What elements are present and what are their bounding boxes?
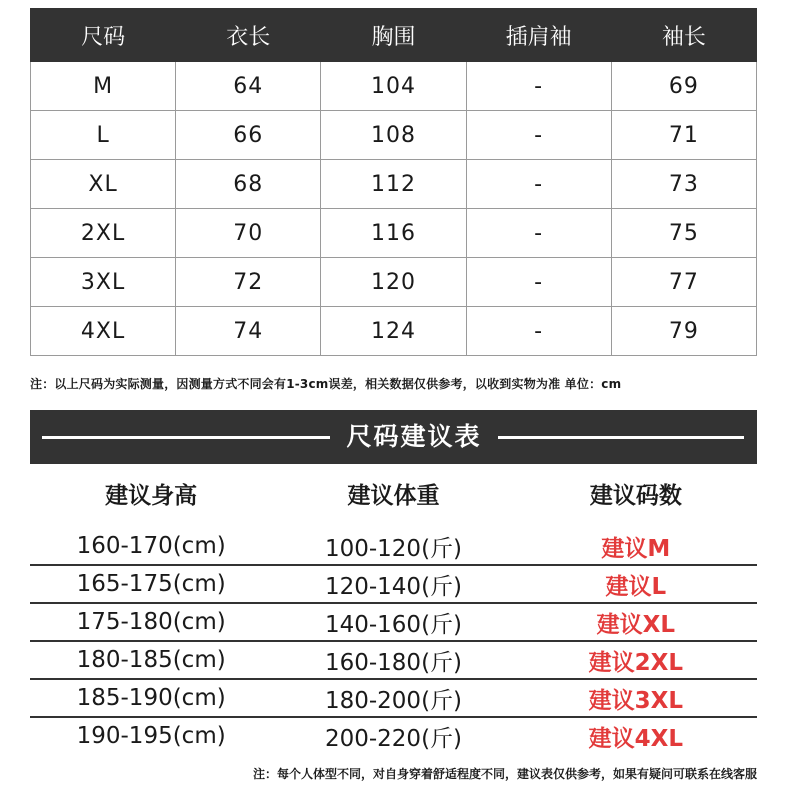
rec-weight: 140-160(斤) bbox=[324, 611, 463, 638]
recommendation-banner bbox=[30, 410, 757, 464]
rec-height: 165-175(cm) bbox=[76, 571, 226, 597]
table-row bbox=[31, 160, 757, 209]
cell-sleeve: 77 bbox=[611, 258, 756, 307]
rec-weight: 200-220(斤) bbox=[324, 725, 463, 752]
cell-raglan: - bbox=[466, 307, 611, 356]
measurement-note: 注：以上尺码为实际测量，因测量方式不同会有1-3cm误差，相关数据仅供参考，以收到实物为准 单位：cm bbox=[30, 377, 622, 391]
cell-raglan: - bbox=[466, 111, 611, 160]
rec-weight: 120-140(斤) bbox=[324, 573, 463, 600]
table-row bbox=[31, 111, 757, 160]
table-row bbox=[31, 62, 757, 111]
banner-divider-left bbox=[42, 436, 330, 439]
rec-size: 建议3XL bbox=[588, 687, 684, 714]
list-item bbox=[30, 718, 757, 754]
rec-weight: 100-120(斤) bbox=[324, 535, 463, 562]
header-height: 建议身高 bbox=[105, 483, 198, 509]
rec-size: 建议XL bbox=[596, 611, 676, 638]
cell-raglan: - bbox=[466, 258, 611, 307]
rec-size: 建议4XL bbox=[588, 725, 684, 752]
cell-length: 68 bbox=[176, 160, 321, 209]
size-chart-table bbox=[30, 8, 757, 356]
cell-chest: 108 bbox=[321, 111, 466, 160]
table-row bbox=[31, 307, 757, 356]
cell-raglan: - bbox=[466, 209, 611, 258]
list-item bbox=[30, 680, 757, 718]
list-item bbox=[30, 566, 757, 604]
cell-size: 2XL bbox=[31, 209, 176, 258]
list-item bbox=[30, 604, 757, 642]
recommendation-header-row bbox=[30, 478, 757, 514]
cell-chest: 116 bbox=[321, 209, 466, 258]
cell-raglan: - bbox=[466, 62, 611, 111]
cell-chest: 124 bbox=[321, 307, 466, 356]
cell-size: 4XL bbox=[31, 307, 176, 356]
cell-chest: 104 bbox=[321, 62, 466, 111]
cell-size: L bbox=[31, 111, 176, 160]
rec-height: 180-185(cm) bbox=[76, 647, 226, 673]
header-size: 尺码 bbox=[31, 9, 176, 62]
header-recommended-size: 建议码数 bbox=[589, 483, 682, 509]
cell-raglan: - bbox=[466, 160, 611, 209]
rec-size: 建议M bbox=[601, 535, 671, 562]
cell-size: M bbox=[31, 62, 176, 111]
cell-chest: 120 bbox=[321, 258, 466, 307]
list-item bbox=[30, 528, 757, 566]
header-sleeve-length: 袖长 bbox=[611, 9, 756, 62]
recommendation-title: 尺码建议表 bbox=[346, 422, 482, 451]
cell-length: 64 bbox=[176, 62, 321, 111]
cell-length: 72 bbox=[176, 258, 321, 307]
rec-height: 185-190(cm) bbox=[76, 685, 226, 711]
cell-length: 70 bbox=[176, 209, 321, 258]
cell-sleeve: 71 bbox=[611, 111, 756, 160]
table-row bbox=[31, 258, 757, 307]
table-row bbox=[31, 209, 757, 258]
rec-height: 175-180(cm) bbox=[76, 609, 226, 635]
cell-sleeve: 75 bbox=[611, 209, 756, 258]
cell-size: 3XL bbox=[31, 258, 176, 307]
cell-sleeve: 79 bbox=[611, 307, 756, 356]
cell-length: 74 bbox=[176, 307, 321, 356]
cell-sleeve: 69 bbox=[611, 62, 756, 111]
header-length: 衣长 bbox=[176, 9, 321, 62]
rec-height: 190-195(cm) bbox=[76, 723, 226, 749]
recommendation-table bbox=[30, 528, 757, 754]
banner-divider-right bbox=[498, 436, 744, 439]
cell-chest: 112 bbox=[321, 160, 466, 209]
cell-length: 66 bbox=[176, 111, 321, 160]
header-weight: 建议体重 bbox=[347, 483, 440, 509]
rec-weight: 160-180(斤) bbox=[324, 649, 463, 676]
cell-sleeve: 73 bbox=[611, 160, 756, 209]
rec-weight: 180-200(斤) bbox=[324, 687, 463, 714]
size-chart-header-row bbox=[31, 9, 757, 62]
rec-size: 建议L bbox=[605, 573, 667, 600]
header-raglan-sleeve: 插肩袖 bbox=[466, 9, 611, 62]
list-item bbox=[30, 642, 757, 680]
rec-size: 建议2XL bbox=[588, 649, 684, 676]
cell-size: XL bbox=[31, 160, 176, 209]
disclaimer-note: 注：每个人体型不同，对自身穿着舒适程度不同，建议表仅供参考，如果有疑问可联系在线客服 bbox=[252, 767, 757, 781]
rec-height: 160-170(cm) bbox=[76, 533, 226, 559]
header-chest: 胸围 bbox=[321, 9, 466, 62]
